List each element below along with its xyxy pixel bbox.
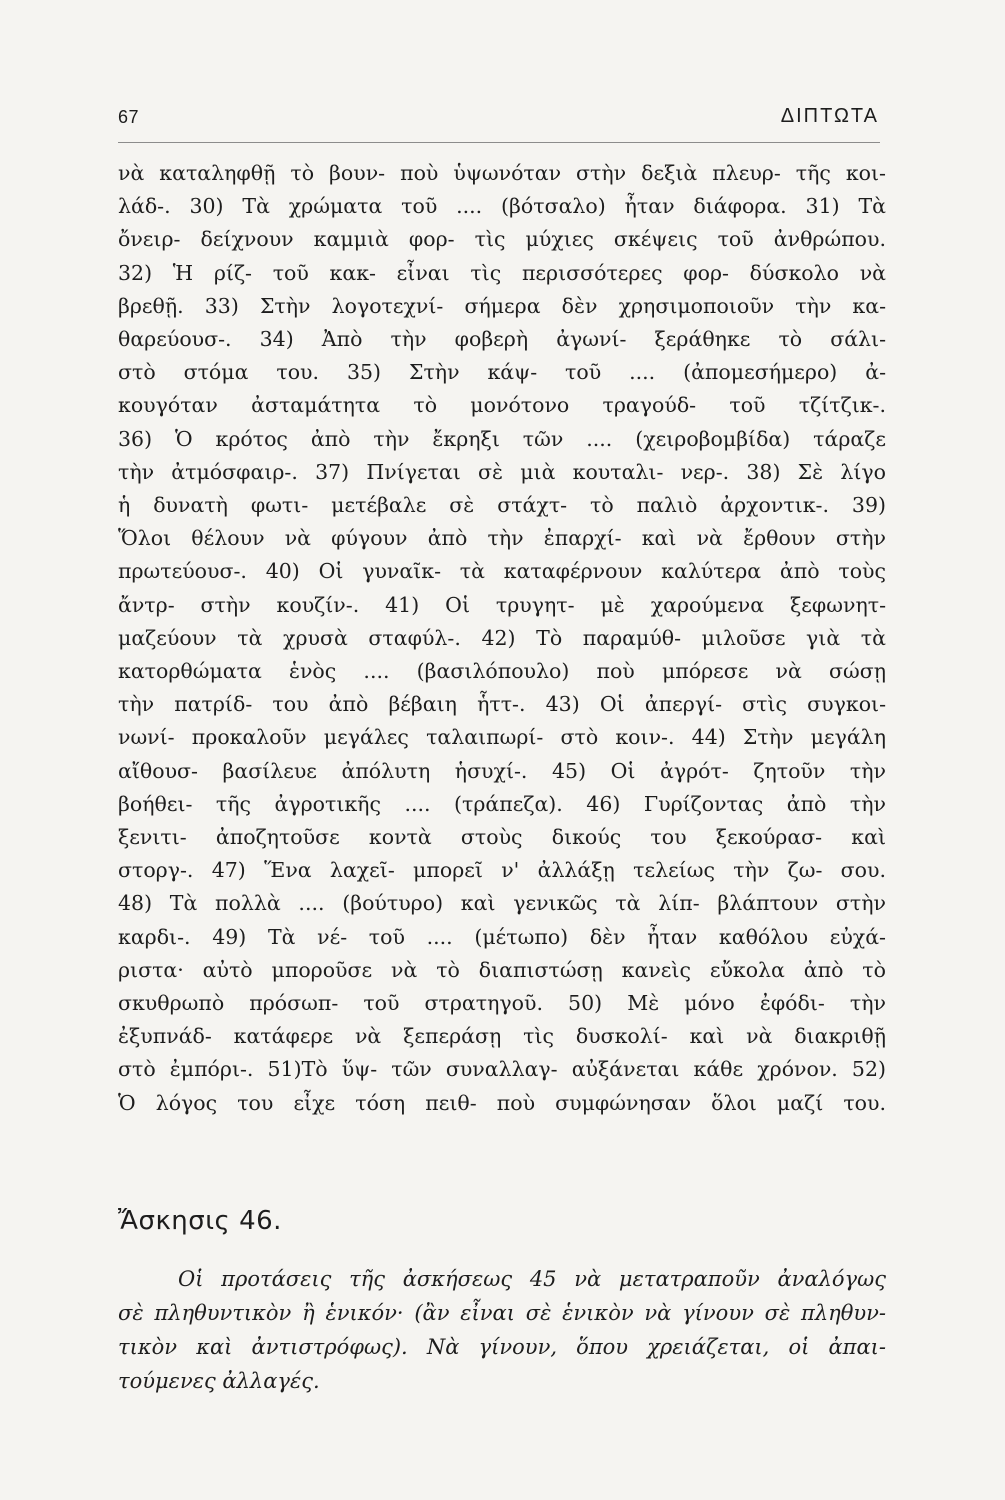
text-line: Ὅλοι θέλουν νὰ φύγουν ἀπὸ τὴν ἐπαρχί- καὶ νὰ ἔρθουν στὴν [118, 526, 886, 551]
text-line: νὰ καταληφθῇ τὸ βουν- ποὺ ὑψωνόταν στὴν δεξιὰ πλευρ- τῆς κοι- [118, 161, 886, 185]
exercise-sentences [118, 157, 886, 1120]
text-line: 36) Ὁ κρότος ἀπὸ τὴν ἔκρηξι τῶν .... (χειροβομβίδα) τάραζε [118, 426, 886, 451]
text-line: αἴθουσ- βασίλευε ἀπόλυτη ἡσυχί-. 45) Οἱ ἀγρότ- ζητοῦν τὴν [118, 758, 886, 783]
text-line: στὸ ἐμπόρι-. 51)Τὸ ὕψ- τῶν συναλλαγ- αὐξάνεται κάθε χρόνον. 52) [118, 1057, 886, 1082]
text-line: βρεθῇ. 33) Στὴν λογοτεχνί- σήμερα δὲν χρησιμοποιοῦν τὴν κα- [118, 293, 886, 318]
text-line: τὴν πατρίδ- του ἀπὸ βέβαιη ἧττ-. 43) Οἱ ἀπεργί- στὶς συγκοι- [118, 692, 886, 717]
text-line: ριστα· αὐτὸ μποροῦσε νὰ τὸ διαπιστώσῃ κανεὶς εὔκολα ἀπὸ τὸ [118, 957, 886, 982]
text-line: πρωτεύουσ-. 40) Οἱ γυναῖκ- τὰ καταφέρνουν καλύτερα ἀπὸ τοὺς [118, 559, 886, 584]
exercise-heading: Ἄσκησις 46. [118, 1206, 282, 1236]
text-line: ξενιτι- ἀποζητοῦσε κοντὰ στοὺς δικούς του ξεκούρασ- καὶ [118, 825, 886, 850]
page-number: 67 [118, 107, 140, 127]
text-line: στοργ-. 47) Ἕνα λαχεῖ- μπορεῖ ν' ἀλλάξῃ τελείως τὴν ζω- σου. [118, 858, 886, 883]
text-line: ὄνειρ- δείχνουν καμμιὰ φορ- τὶς μύχιες σκέψεις τοῦ ἀνθρώπου. [118, 227, 886, 252]
text-line: καρδι-. 49) Τὰ νέ- τοῦ .... (μέτωπο) δὲν ἦταν καθόλου εὐχά- [118, 924, 886, 949]
header-rule [118, 142, 880, 143]
text-line: Ὁ λόγος του εἶχε τόση πειθ- ποὺ συμφώνησαν ὅλοι μαζί του. [118, 1090, 886, 1115]
text-line: σκυθρωπὸ πρόσωπ- τοῦ στρατηγοῦ. 50) Μὲ μόνο ἐφόδι- τὴν [118, 991, 886, 1016]
text-line: μαζεύουν τὰ χρυσὰ σταφύλ-. 42) Τὸ παραμύθ- μιλοῦσε γιὰ τὰ [118, 625, 886, 650]
exercise-instructions [118, 1262, 886, 1398]
text-line: θαρεύουσ-. 34) Ἀπὸ τὴν φοβερὴ ἀγωνί- ξεράθηκε τὸ σάλι- [118, 327, 886, 352]
text-line: τὴν ἀτμόσφαιρ-. 37) Πνίγεται σὲ μιὰ κουταλι- νερ-. 38) Σὲ λίγο [118, 459, 886, 484]
text-line: νωνί- προκαλοῦν μεγάλες ταλαιπωρί- στὸ κοιν-. 44) Στὴν μεγάλη [118, 725, 886, 750]
text-line: ἡ δυνατὴ φωτι- μετέβαλε σὲ στάχτ- τὸ παλιὸ ἀρχοντικ-. 39) [118, 493, 886, 518]
text-line: κουγόταν ἀσταμάτητα τὸ μονότονο τραγούδ- τοῦ τζίτζικ-. [118, 393, 886, 418]
section-title: ΔΙΠΤΩΤΑ [780, 105, 879, 127]
instruction-line: Οἱ προτάσεις τῆς ἀσκήσεως 45 νὰ μετατραποῦν ἀναλόγως [178, 1267, 886, 1291]
instruction-line: τούμενες ἀλλαγές. [118, 1369, 320, 1393]
text-line: 32) Ἡ ρίζ- τοῦ κακ- εἶναι τὶς περισσότερες φορ- δύσκολο νὰ [118, 260, 886, 285]
text-line: λάδ-. 30) Τὰ χρώματα τοῦ .... (βότσαλο) ἦταν διάφορα. 31) Τὰ [118, 194, 886, 219]
text-line: βοήθει- τῆς ἀγροτικῆς .... (τράπεζα). 46) Γυρίζοντας ἀπὸ τὴν [118, 791, 886, 816]
text-line: ἐξυπνάδ- κατάφερε νὰ ξεπεράσῃ τὶς δυσκολί- καὶ νὰ διακριθῇ [118, 1024, 886, 1049]
running-head [118, 101, 879, 141]
instruction-line: σὲ πληθυντικὸν ἢ ἑνικόν· (ἂν εἶναι σὲ ἑνικὸν νὰ γίνουν σὲ πληθυν- [118, 1301, 886, 1325]
text-line: 48) Τὰ πολλὰ .... (βούτυρο) καὶ γενικῶς τὰ λίπ- βλάπτουν στὴν [118, 891, 886, 916]
text-line: στὸ στόμα του. 35) Στὴν κάψ- τοῦ .... (ἀπομεσήμερο) ἀ- [118, 360, 886, 385]
text-line: ἄντρ- στὴν κουζίν-. 41) Οἱ τρυγητ- μὲ χαρούμενα ξεφωνητ- [118, 592, 886, 617]
text-line: κατορθώματα ἑνὸς .... (βασιλόπουλο) ποὺ μπόρεσε νὰ σώσῃ [118, 659, 886, 684]
instruction-line: τικὸν καὶ ἀντιστρόφως). Νὰ γίνουν, ὅπου χρειάζεται, οἱ ἀπαι- [118, 1335, 886, 1359]
